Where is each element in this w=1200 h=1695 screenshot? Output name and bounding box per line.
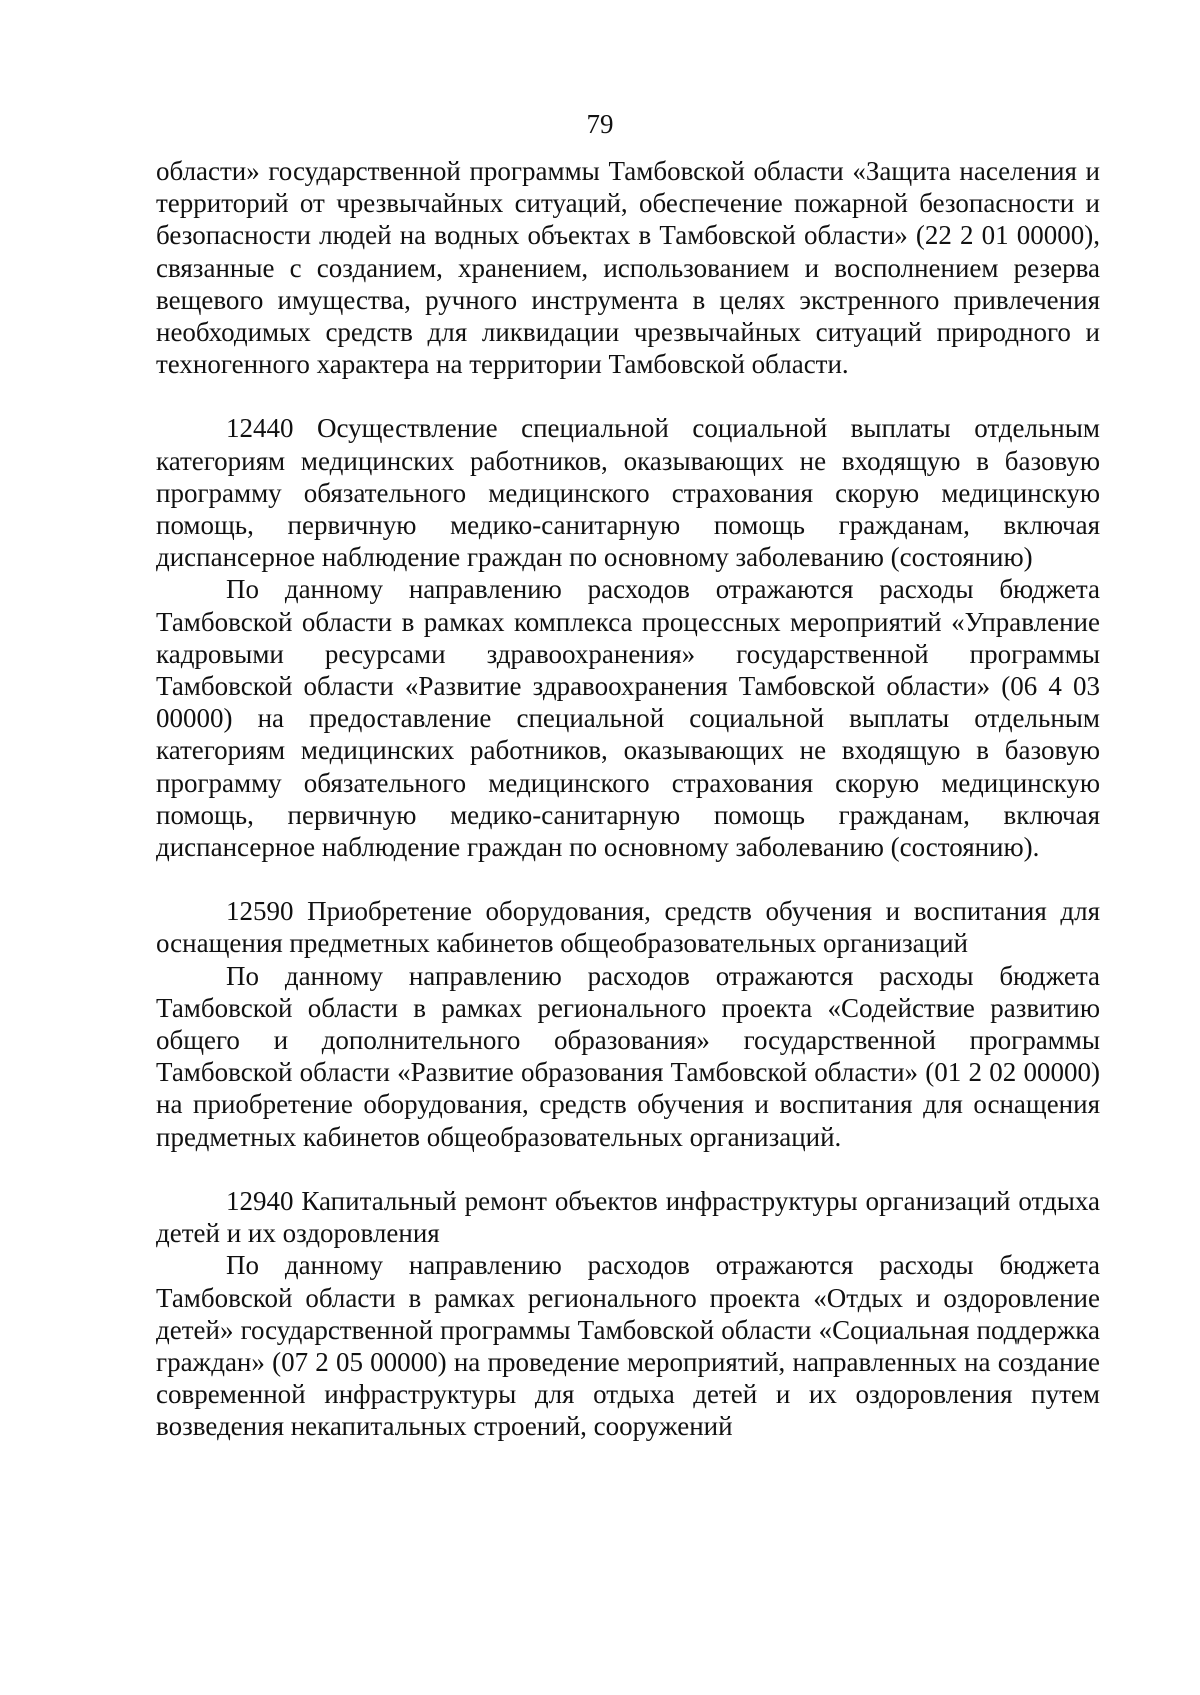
- paragraph-12940-description: По данному направлению расходов отражаются расходы бюджета Тамбовской области в рамках регионального проекта «Отдых и оздоровление детей» государственной программы Тамбовской области «Социальная поддержка граждан» (07 2 05 00000) на проведение мероприятий, направленных на создание современной инфраструктуры для отдыха детей и их оздоровления путем возведения некапитальных строений, сооружений: [156, 1250, 1100, 1442]
- document-body: [156, 155, 1100, 1443]
- section-heading-12590: 12590 Приобретение оборудования, средств обучения и воспитания для оснащения предметных кабинетов общеобразовательных организаций: [156, 896, 1100, 959]
- section-heading-12940: 12940 Капитальный ремонт объектов инфраструктуры организаций отдыха детей и их оздоровления: [156, 1185, 1100, 1249]
- paragraph-12590-description: По данному направлению расходов отражаются расходы бюджета Тамбовской области в рамках регионального проекта «Содействие развитию общего и дополнительного образования» государственной программы Тамбовской области «Развитие образования Тамбовской области» (01 2 02 00000) на приобретение оборудования, средств обучения и воспитания для оснащения предметных кабинетов общеобразовательных организаций.: [156, 960, 1100, 1152]
- paragraph-continuation: области» государственной программы Тамбовской области «Защита населения и территорий от чрезвычайных ситуаций, обеспечение пожарной безопасности и безопасности людей на водных объектах в Тамбовской области» (22 2 01 00000), связанные с созданием, хранением, использованием и восполнением резерва вещевого имущества, ручного инструмента в целях экстренного привлечения необходимых средств для ликвидации чрезвычайных ситуаций природного и техногенного характера на территории Тамбовской области.: [156, 156, 1100, 380]
- paragraph-12440-description: По данному направлению расходов отражаются расходы бюджета Тамбовской области в рамках комплекса процессных мероприятий «Управление кадровыми ресурсами здравоохранения» государственной программы Тамбовской области «Развитие здравоохранения Тамбовской области» (06 4 03 00000) на предоставление специальной социальной выплаты отдельным категориям медицинских работников, оказывающих не входящую в базовую программу обязательного медицинского страхования скорую медицинскую помощь, первичную медико-санитарную помощь гражданам, включая диспансерное наблюдение граждан по основному заболеванию (состоянию).: [156, 574, 1100, 863]
- page-number: 79: [586, 109, 614, 139]
- section-heading-12440: 12440 Осуществление специальной социальной выплаты отдельным категориям медицинских работников, оказывающих не входящую в базовую программу обязательного медицинского страхования скорую медицинскую помощь, первичную медико-санитарную помощь гражданам, включая диспансерное наблюдение граждан по основному заболеванию (состоянию): [156, 413, 1100, 573]
